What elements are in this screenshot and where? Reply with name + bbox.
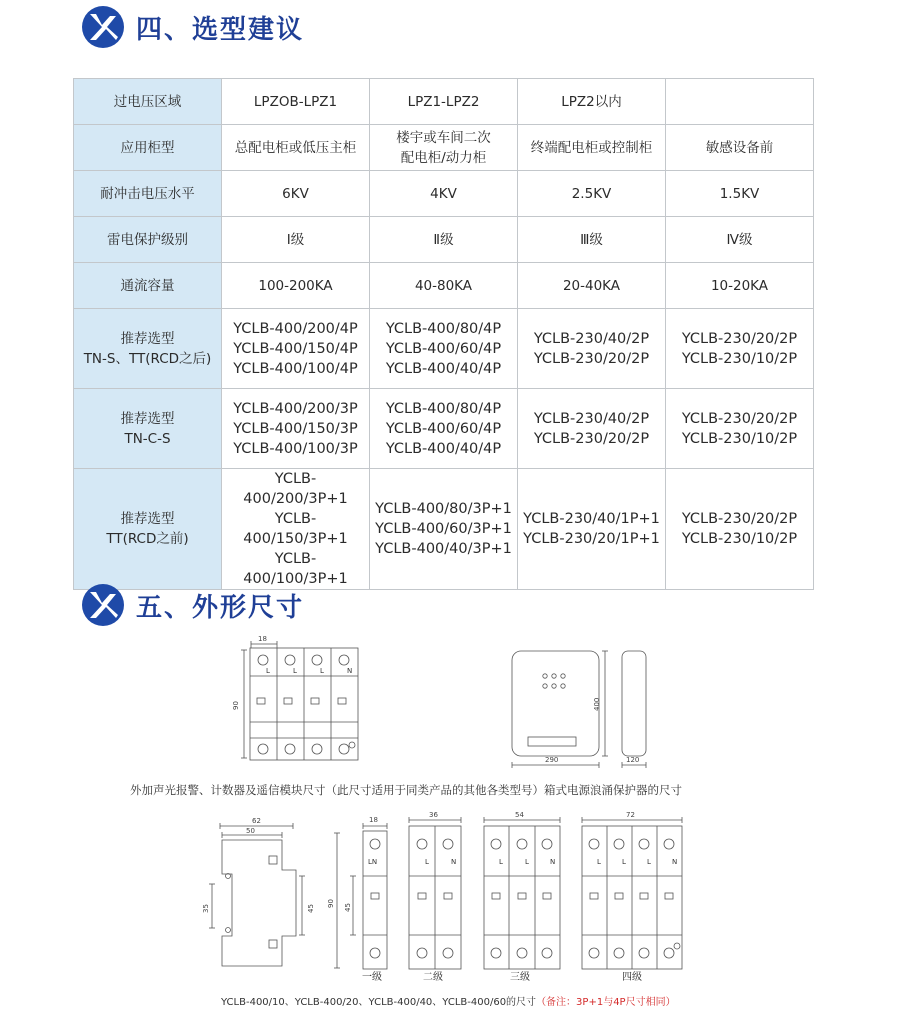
- bottom-caption: [221, 993, 676, 1008]
- cell-line: Ⅳ级: [726, 231, 753, 248]
- dim-width-label: 18: [258, 635, 267, 643]
- cell-line: 40-80KA: [414, 277, 473, 294]
- cell-line: YCLB-230/20/2P: [681, 330, 798, 347]
- side-height-left: 35: [202, 904, 210, 913]
- cell-line: YCLB-400/40/4P: [385, 440, 502, 457]
- cell-line: YCLB-400/100/3P: [233, 440, 358, 457]
- cell-line: YCLB-400/60/4P: [385, 340, 502, 357]
- cell-line: YCLB-230/20/2P: [533, 430, 650, 447]
- pole-label: L: [499, 858, 503, 866]
- cell-line: 6KV: [282, 185, 309, 202]
- cell-line: 100-200KA: [258, 277, 333, 294]
- zone-header-cell: LPZOB-LPZ1: [222, 79, 370, 125]
- zone-header-cell: LPZ1-LPZ2: [370, 79, 518, 125]
- cell-line: YCLB-230/40/2P: [533, 330, 650, 347]
- row-label-line: 通流容量: [120, 277, 175, 294]
- cell-line: 10-20KA: [710, 277, 769, 294]
- pole-label: LN: [368, 858, 378, 866]
- level4-module-drawing: [582, 811, 682, 969]
- cell-line: YCLB-400/80/3P+1: [375, 501, 512, 517]
- pole-label: L: [266, 667, 270, 675]
- row-label-line: TN-C-S: [124, 430, 171, 447]
- pole-label: N: [550, 858, 556, 866]
- level4-label: 四级: [622, 972, 642, 983]
- pole-label: L: [425, 858, 429, 866]
- row-label-line: 雷电保护级别: [107, 231, 188, 248]
- cell-line: 1.5KV: [719, 185, 760, 202]
- cell-line: Ⅲ级: [580, 231, 603, 248]
- row-label-line: TN-S、TT(RCD之后): [83, 350, 212, 367]
- cell-line: 配电柜/动力柜: [400, 149, 487, 166]
- pole-label: N: [451, 858, 457, 866]
- cell-line: 楼宇或车间二次: [396, 129, 491, 146]
- pole-label: N: [672, 858, 678, 866]
- row-label-line: 耐冲击电压水平: [100, 185, 195, 202]
- cell-line: YCLB-400/80/4P: [385, 400, 502, 417]
- side-height-right: 45: [307, 904, 315, 913]
- row-label-line: 推荐选型: [120, 410, 175, 427]
- cell-line: YCLB-400/150/4P: [233, 340, 358, 357]
- cell-line: YCLB-230/20/1P+1: [523, 531, 660, 547]
- cell-line: Ⅰ级: [286, 231, 305, 248]
- level3-label: 三级: [510, 972, 530, 983]
- cell-line: YCLB-400/60/3P+1: [375, 521, 512, 537]
- pole-label: L: [320, 667, 324, 675]
- level1-height-inner: 45: [344, 903, 352, 912]
- cell-line: YCLB-400/150/3P: [233, 420, 358, 437]
- cell-line: 4KV: [430, 185, 457, 202]
- pole-label: L: [622, 858, 626, 866]
- cell-line: YCLB-230/20/2P: [681, 410, 798, 427]
- level1-module-drawing: [327, 816, 387, 969]
- section-title: 四、选型建议: [136, 14, 305, 45]
- cell-line: 敏感设备前: [705, 139, 774, 156]
- box-depth-label: 120: [626, 756, 640, 764]
- pole-label: N: [347, 667, 353, 675]
- side-inner-width: 50: [246, 827, 255, 835]
- dim-height-label: 90: [232, 701, 240, 710]
- section-title: 五、外形尺寸: [136, 592, 305, 623]
- cell-line: YCLB-400/40/4P: [385, 360, 502, 377]
- cell-line: YCLB-230/10/2P: [681, 350, 798, 367]
- level4-width: 72: [626, 811, 635, 819]
- pole-label: L: [647, 858, 651, 866]
- level2-width: 36: [429, 811, 438, 819]
- cell-line: YCLB-400/100/4P: [233, 360, 358, 377]
- level1-height-outer: 90: [327, 899, 335, 908]
- level3-module-drawing: [484, 811, 560, 969]
- cell-line: YCLB-400/80/4P: [385, 320, 502, 337]
- level3-width: 54: [515, 811, 524, 819]
- cell-line: YCLB-230/10/2P: [681, 430, 798, 447]
- cell-line: YCLB-230/10/2P: [681, 531, 798, 547]
- caption-right: 箱式电源浪涌保护器的尺寸: [544, 783, 682, 797]
- row-label-line: 推荐选型: [120, 330, 175, 347]
- cell-line: YCLB-230/20/2P: [681, 511, 798, 527]
- cell-line: YCLB-230/40/1P+1: [523, 511, 660, 527]
- pole-label: L: [293, 667, 297, 675]
- box-width-label: 290: [545, 756, 559, 764]
- zone-header-cell: LPZ2以内: [518, 79, 666, 125]
- four-pole-module-drawing: [232, 635, 358, 760]
- cell-line: YCLB-400/200/3P: [233, 400, 358, 417]
- row-label: 过电压区域: [74, 79, 222, 125]
- caption-left: 外加声光报警、计数器及遥信模块尺寸（此尺寸适用于同类产品的其他各类型号）: [130, 783, 544, 797]
- cell-line: YCLB-400/100/3P+1: [243, 551, 348, 587]
- module-dimension-caption: [130, 782, 682, 798]
- cell-line: YCLB-230/20/2P: [533, 350, 650, 367]
- bottom-caption-note: （备注：3P+1与4P尺寸相同）: [536, 997, 676, 1008]
- cell-line: 2.5KV: [571, 185, 612, 202]
- pole-label: L: [597, 858, 601, 866]
- cell-line: Ⅱ级: [433, 231, 454, 248]
- cell-line: YCLB-400/40/3P+1: [375, 541, 512, 557]
- row-label-line: 应用柜型: [120, 139, 175, 156]
- cell-line: YCLB-400/150/3P+1: [243, 511, 348, 547]
- box-height-label: 400: [593, 697, 601, 711]
- bottom-caption-text: YCLB-400/10、YCLB-400/20、YCLB-400/40、YCLB-400/60的尺寸: [221, 997, 537, 1008]
- box-spd-drawing: [512, 651, 646, 768]
- level1-width: 18: [369, 816, 378, 824]
- cell-line: YCLB-400/60/4P: [385, 420, 502, 437]
- level2-label: 二级: [423, 972, 443, 983]
- cell-line: YCLB-400/200/4P: [233, 320, 358, 337]
- level1-label: 一级: [362, 972, 382, 983]
- side-view-drawing: [202, 817, 315, 966]
- cell-line: 终端配电柜或控制柜: [530, 139, 653, 156]
- side-outer-width: 62: [252, 817, 261, 825]
- cell-line: 20-40KA: [562, 277, 621, 294]
- cell-line: 总配电柜或低压主柜: [234, 139, 357, 156]
- level2-module-drawing: [409, 811, 461, 969]
- row-label-line: 推荐选型: [120, 511, 175, 527]
- cell-line: YCLB-400/200/3P+1: [243, 471, 348, 507]
- row-label-line: TT(RCD之前): [106, 531, 189, 547]
- cell-line: YCLB-230/40/2P: [533, 410, 650, 427]
- pole-label: L: [525, 858, 529, 866]
